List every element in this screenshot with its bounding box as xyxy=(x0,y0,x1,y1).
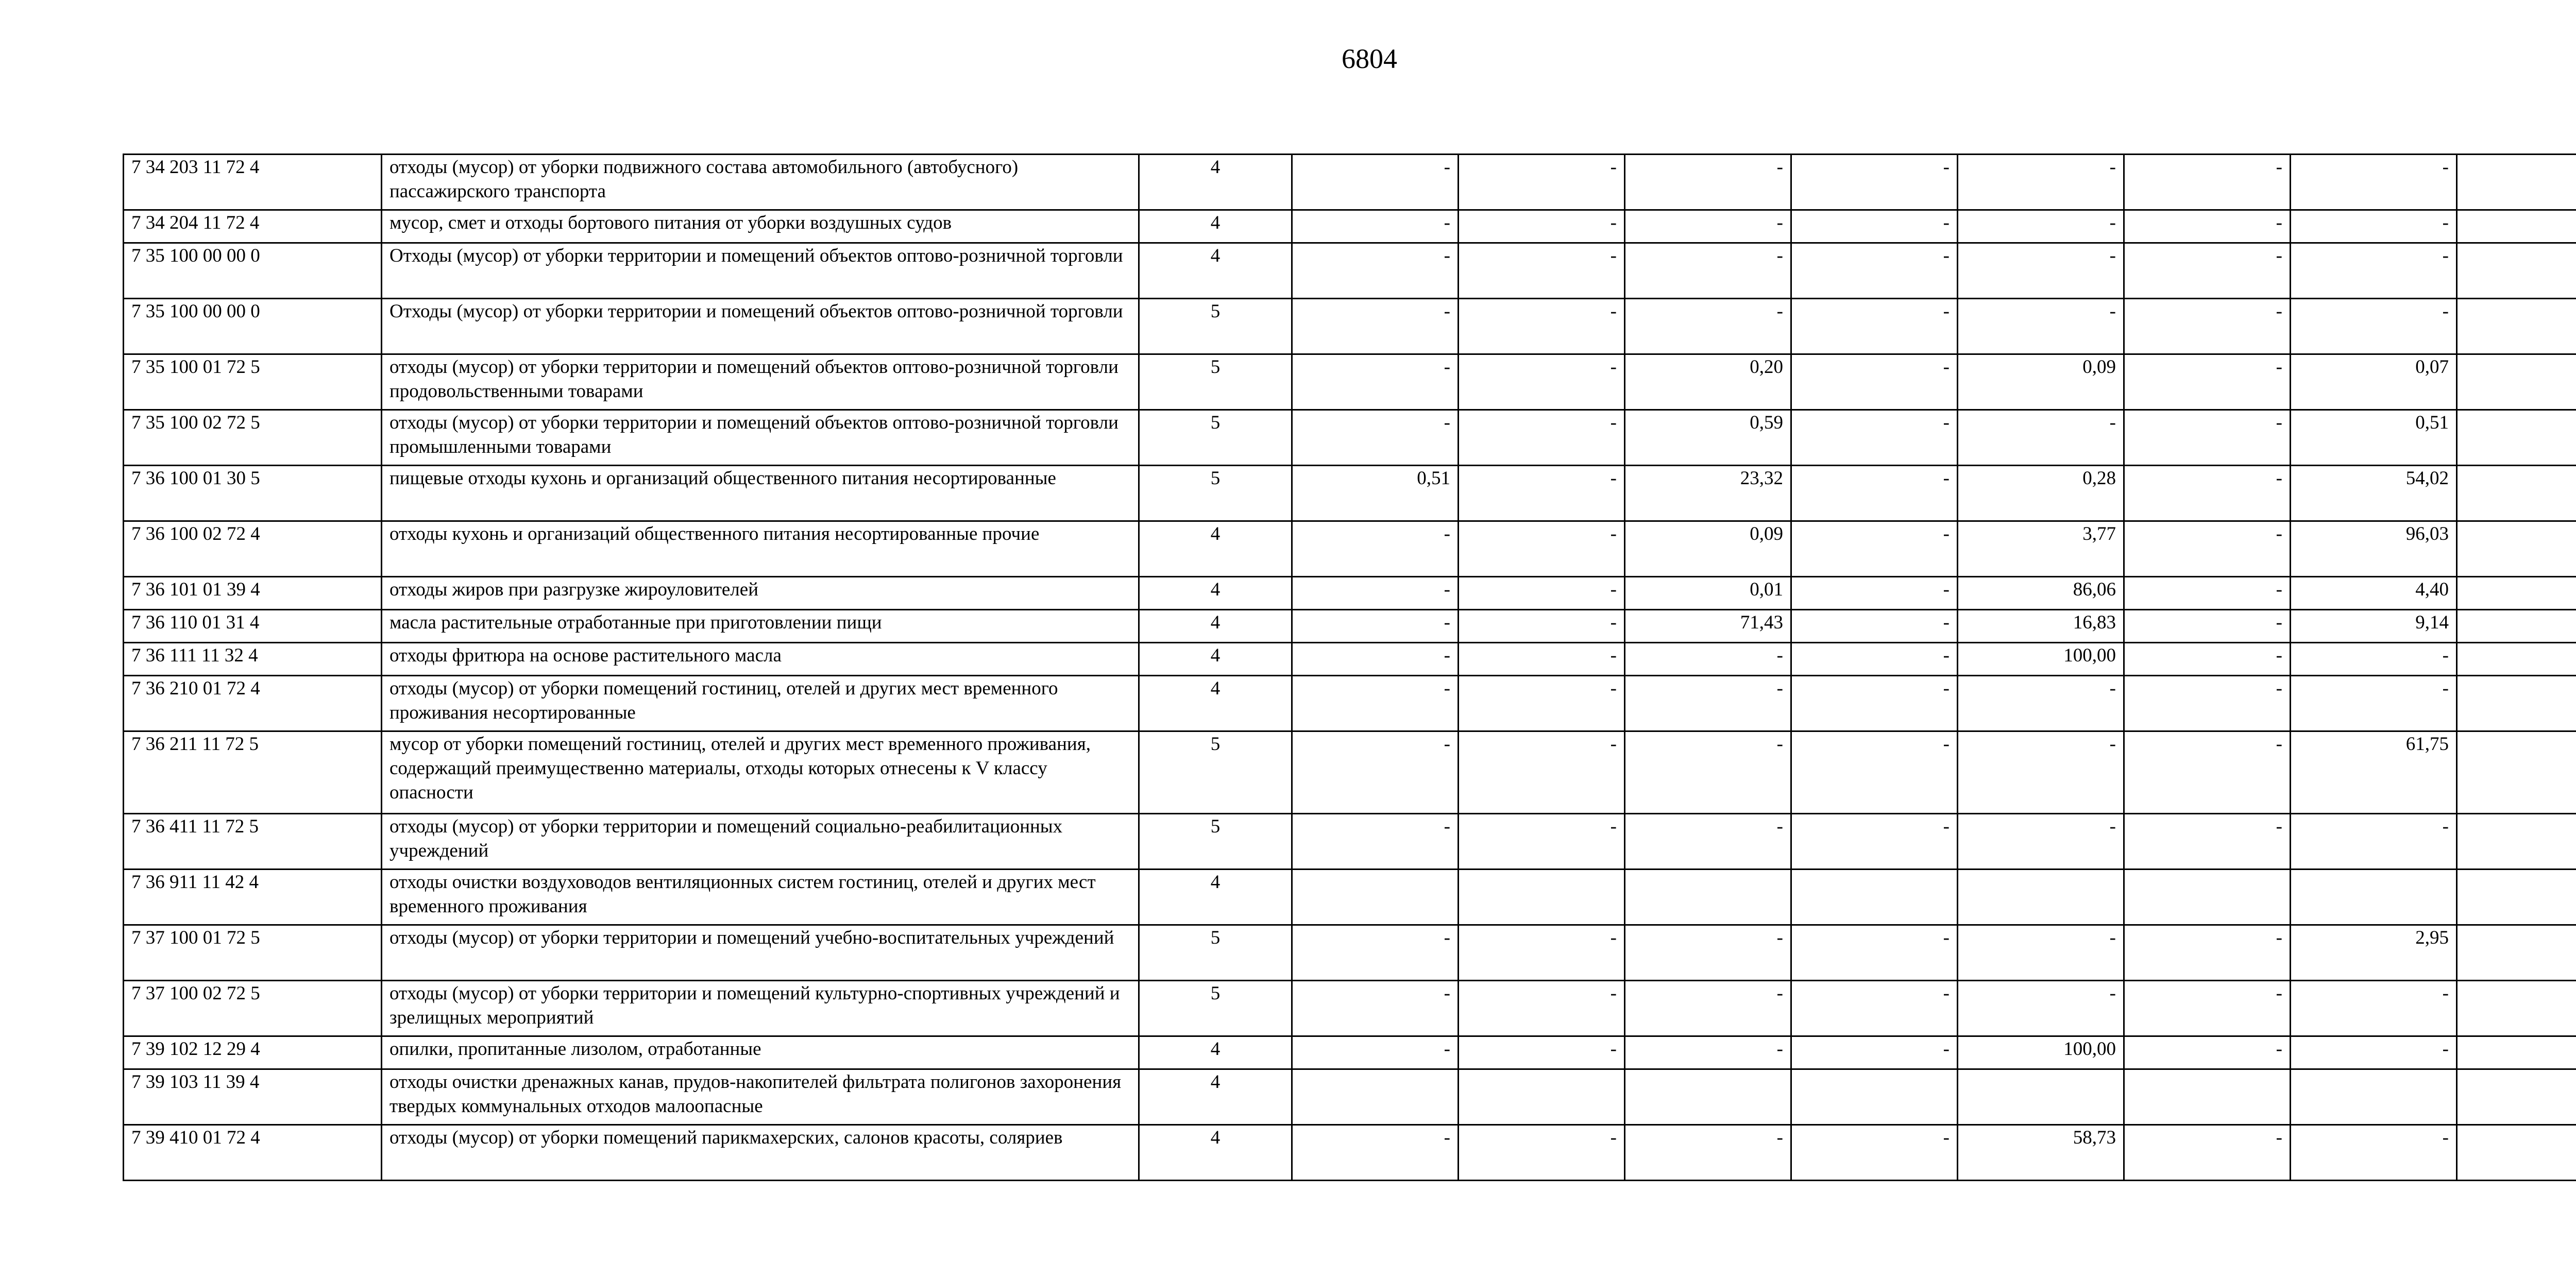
value-cell: - xyxy=(2291,210,2457,243)
value-cell: - xyxy=(1625,155,1791,210)
value-cell: - xyxy=(1791,610,1958,643)
hazard-class-cell: 4 xyxy=(1139,610,1292,643)
hazard-class-cell: 5 xyxy=(1139,410,1292,466)
value-cell: - xyxy=(1958,299,2124,354)
value-cell: 4,40 xyxy=(2291,577,2457,610)
waste-name-cell: отходы жиров при разгрузке жироуловителей xyxy=(382,577,1139,610)
value-cell: - xyxy=(2124,299,2291,354)
value-cell xyxy=(1791,870,1958,925)
value-cell: - xyxy=(2291,1125,2457,1181)
value-cell: - xyxy=(1459,731,1625,814)
waste-code-cell: 7 35 100 00 00 0 xyxy=(124,299,382,354)
value-cell xyxy=(2457,410,2576,466)
value-cell: - xyxy=(1791,466,1958,521)
table-row xyxy=(124,577,2576,610)
table-row xyxy=(124,299,2576,354)
value-cell: 0,51 xyxy=(2291,410,2457,466)
value-cell: - xyxy=(1292,814,1459,870)
hazard-class-cell: 4 xyxy=(1139,210,1292,243)
waste-code-cell: 7 39 410 01 72 4 xyxy=(124,1125,382,1181)
waste-name-cell: отходы (мусор) от уборки территории и помещений объектов оптово-розничной торговли продовольственными товарами xyxy=(382,354,1139,410)
value-cell: - xyxy=(1958,731,2124,814)
value-cell: - xyxy=(1791,643,1958,676)
value-cell: - xyxy=(1459,210,1625,243)
hazard-class-cell: 5 xyxy=(1139,925,1292,981)
value-cell: - xyxy=(1459,1036,1625,1069)
hazard-class-cell: 5 xyxy=(1139,354,1292,410)
value-cell: - xyxy=(1791,155,1958,210)
value-cell xyxy=(1459,1069,1625,1125)
value-cell: - xyxy=(1791,731,1958,814)
value-cell: 0,20 xyxy=(1625,354,1791,410)
value-cell: - xyxy=(1958,981,2124,1036)
value-cell: - xyxy=(1958,925,2124,981)
value-cell: - xyxy=(2291,643,2457,676)
waste-name-cell: Отходы (мусор) от уборки территории и помещений объектов оптово-розничной торговли xyxy=(382,243,1139,299)
waste-name-cell: отходы очистки дренажных канав, прудов-накопителей фильтрата полигонов захоронения твердых коммунальных отходов малоопасные xyxy=(382,1069,1139,1125)
waste-code-cell: 7 37 100 01 72 5 xyxy=(124,925,382,981)
waste-code-cell: 7 35 100 02 72 5 xyxy=(124,410,382,466)
value-cell xyxy=(1625,870,1791,925)
value-cell: - xyxy=(1958,410,2124,466)
waste-name-cell: пищевые отходы кухонь и организаций общественного питания несортированные xyxy=(382,466,1139,521)
value-cell: - xyxy=(1958,155,2124,210)
table-row xyxy=(124,243,2576,299)
hazard-class-cell: 4 xyxy=(1139,155,1292,210)
value-cell: - xyxy=(1459,1125,1625,1181)
waste-name-cell: отходы (мусор) от уборки территории и помещений учебно-воспитательных учреждений xyxy=(382,925,1139,981)
hazard-class-cell: 5 xyxy=(1139,731,1292,814)
value-cell: - xyxy=(1625,210,1791,243)
value-cell: - xyxy=(2124,521,2291,577)
waste-name-cell: отходы (мусор) от уборки территории и помещений социально-реабилитационных учреждений xyxy=(382,814,1139,870)
value-cell: - xyxy=(2291,1036,2457,1069)
waste-code-cell: 7 36 210 01 72 4 xyxy=(124,676,382,731)
value-cell: - xyxy=(1958,676,2124,731)
value-cell: - xyxy=(1292,155,1459,210)
value-cell: - xyxy=(1292,210,1459,243)
value-cell: 0,07 xyxy=(2291,354,2457,410)
value-cell xyxy=(2124,1069,2291,1125)
value-cell: - xyxy=(1625,981,1791,1036)
value-cell: - xyxy=(1625,731,1791,814)
value-cell: 100,00 xyxy=(1958,643,2124,676)
value-cell: - xyxy=(1459,299,1625,354)
waste-code-cell: 7 34 204 11 72 4 xyxy=(124,210,382,243)
value-cell: 58,73 xyxy=(1958,1125,2124,1181)
value-cell: 71,43 xyxy=(1625,610,1791,643)
value-cell xyxy=(1459,870,1625,925)
waste-code-cell: 7 39 103 11 39 4 xyxy=(124,1069,382,1125)
hazard-class-cell: 5 xyxy=(1139,981,1292,1036)
value-cell: - xyxy=(1625,243,1791,299)
waste-name-cell: мусор от уборки помещений гостиниц, отелей и других мест временного проживания, содержащий преимущественно материалы, отходы которых отнесены к V классу опасности xyxy=(382,731,1139,814)
hazard-class-cell: 5 xyxy=(1139,299,1292,354)
table-row xyxy=(124,521,2576,577)
value-cell: - xyxy=(1625,1125,1791,1181)
value-cell: - xyxy=(2124,243,2291,299)
value-cell: - xyxy=(2291,981,2457,1036)
table-row xyxy=(124,610,2576,643)
value-cell xyxy=(1292,870,1459,925)
value-cell: - xyxy=(2124,676,2291,731)
waste-code-cell: 7 34 203 11 72 4 xyxy=(124,155,382,210)
value-cell: - xyxy=(2124,814,2291,870)
value-cell xyxy=(1625,1069,1791,1125)
value-cell: - xyxy=(1791,521,1958,577)
value-cell: - xyxy=(1292,243,1459,299)
value-cell: - xyxy=(2124,643,2291,676)
hazard-class-cell: 4 xyxy=(1139,243,1292,299)
table-row xyxy=(124,155,2576,210)
value-cell xyxy=(1958,870,2124,925)
value-cell: - xyxy=(2124,610,2291,643)
value-cell: - xyxy=(1459,466,1625,521)
value-cell: - xyxy=(1459,410,1625,466)
table-row xyxy=(124,814,2576,870)
value-cell: - xyxy=(1791,299,1958,354)
value-cell: - xyxy=(1791,210,1958,243)
value-cell: 0,51 xyxy=(1292,466,1459,521)
waste-name-cell: отходы (мусор) от уборки подвижного состава автомобильного (автобусного) пассажирского транспорта xyxy=(382,155,1139,210)
value-cell: - xyxy=(1459,925,1625,981)
hazard-class-cell: 4 xyxy=(1139,1036,1292,1069)
waste-code-cell: 7 39 102 12 29 4 xyxy=(124,1036,382,1069)
waste-code-cell: 7 35 100 00 00 0 xyxy=(124,243,382,299)
value-cell: - xyxy=(1292,1036,1459,1069)
table-row xyxy=(124,870,2576,925)
table-row xyxy=(124,676,2576,731)
table-row xyxy=(124,410,2576,466)
table-row xyxy=(124,354,2576,410)
value-cell: - xyxy=(1791,981,1958,1036)
waste-code-cell: 7 36 100 02 72 4 xyxy=(124,521,382,577)
waste-table xyxy=(123,154,2576,1181)
value-cell: 2,95 xyxy=(2291,925,2457,981)
value-cell xyxy=(2457,155,2576,210)
value-cell: - xyxy=(1459,577,1625,610)
value-cell: 61,75 xyxy=(2291,731,2457,814)
value-cell: 0,09 xyxy=(1625,521,1791,577)
value-cell: - xyxy=(1292,410,1459,466)
value-cell: - xyxy=(1459,155,1625,210)
page-number: 6804 xyxy=(1342,43,1397,74)
value-cell: 0,28 xyxy=(1958,466,2124,521)
value-cell: - xyxy=(2124,1125,2291,1181)
hazard-class-cell: 4 xyxy=(1139,577,1292,610)
waste-code-cell: 7 35 100 01 72 5 xyxy=(124,354,382,410)
value-cell: 100,00 xyxy=(1958,1036,2124,1069)
value-cell: - xyxy=(2124,577,2291,610)
value-cell: - xyxy=(1791,925,1958,981)
value-cell: - xyxy=(2124,981,2291,1036)
value-cell: - xyxy=(1459,243,1625,299)
waste-code-cell: 7 37 100 02 72 5 xyxy=(124,981,382,1036)
table-row xyxy=(124,981,2576,1036)
value-cell: - xyxy=(1459,354,1625,410)
table-row xyxy=(124,925,2576,981)
value-cell: - xyxy=(1459,676,1625,731)
value-cell xyxy=(2457,1069,2576,1125)
waste-code-cell: 7 36 101 01 39 4 xyxy=(124,577,382,610)
value-cell xyxy=(2457,814,2576,870)
value-cell: - xyxy=(2124,155,2291,210)
value-cell: - xyxy=(1791,676,1958,731)
waste-name-cell: отходы (мусор) от уборки территории и помещений объектов оптово-розничной торговли промышленными товарами xyxy=(382,410,1139,466)
value-cell: 23,32 xyxy=(1625,466,1791,521)
value-cell: 54,02 xyxy=(2291,466,2457,521)
value-cell: - xyxy=(2124,1036,2291,1069)
value-cell: - xyxy=(2291,155,2457,210)
waste-name-cell: отходы (мусор) от уборки помещений парикмахерских, салонов красоты, соляриев xyxy=(382,1125,1139,1181)
waste-code-cell: 7 36 211 11 72 5 xyxy=(124,731,382,814)
value-cell: 16,83 xyxy=(1958,610,2124,643)
value-cell: - xyxy=(1459,814,1625,870)
waste-name-cell: отходы (мусор) от уборки территории и помещений культурно-спортивных учреждений и зрелищных мероприятий xyxy=(382,981,1139,1036)
value-cell: - xyxy=(1625,1036,1791,1069)
value-cell xyxy=(2457,466,2576,521)
value-cell xyxy=(2457,1125,2576,1181)
hazard-class-cell: 4 xyxy=(1139,1069,1292,1125)
value-cell: - xyxy=(1625,299,1791,354)
value-cell xyxy=(2291,870,2457,925)
value-cell: - xyxy=(1292,981,1459,1036)
value-cell: - xyxy=(2124,354,2291,410)
value-cell: 96,03 xyxy=(2291,521,2457,577)
table-row xyxy=(124,643,2576,676)
value-cell xyxy=(1958,1069,2124,1125)
hazard-class-cell: 4 xyxy=(1139,676,1292,731)
value-cell xyxy=(2457,299,2576,354)
value-cell: - xyxy=(1958,243,2124,299)
waste-name-cell: отходы кухонь и организаций общественного питания несортированные прочие xyxy=(382,521,1139,577)
value-cell: - xyxy=(1791,243,1958,299)
value-cell: 0,09 xyxy=(1958,354,2124,410)
table-row xyxy=(124,731,2576,814)
value-cell xyxy=(2291,1069,2457,1125)
table-row xyxy=(124,1125,2576,1181)
value-cell xyxy=(2457,731,2576,814)
value-cell xyxy=(1791,1069,1958,1125)
value-cell xyxy=(2457,243,2576,299)
value-cell: - xyxy=(1292,521,1459,577)
waste-code-cell: 7 36 111 11 32 4 xyxy=(124,643,382,676)
value-cell xyxy=(2457,210,2576,243)
value-cell: - xyxy=(1625,643,1791,676)
value-cell: - xyxy=(2291,676,2457,731)
value-cell: - xyxy=(2124,731,2291,814)
value-cell: - xyxy=(1625,814,1791,870)
value-cell: - xyxy=(1958,210,2124,243)
table-row xyxy=(124,466,2576,521)
value-cell: - xyxy=(2124,925,2291,981)
value-cell: - xyxy=(1292,354,1459,410)
waste-name-cell: масла растительные отработанные при приготовлении пищи xyxy=(382,610,1139,643)
value-cell: - xyxy=(1292,925,1459,981)
value-cell xyxy=(2457,1036,2576,1069)
hazard-class-cell: 5 xyxy=(1139,466,1292,521)
value-cell xyxy=(2124,870,2291,925)
value-cell: - xyxy=(2124,210,2291,243)
value-cell xyxy=(2457,676,2576,731)
value-cell: 9,14 xyxy=(2291,610,2457,643)
waste-code-cell: 7 36 911 11 42 4 xyxy=(124,870,382,925)
waste-code-cell: 7 36 110 01 31 4 xyxy=(124,610,382,643)
hazard-class-cell: 4 xyxy=(1139,870,1292,925)
value-cell xyxy=(2457,610,2576,643)
value-cell: - xyxy=(1292,299,1459,354)
value-cell: - xyxy=(2291,243,2457,299)
hazard-class-cell: 4 xyxy=(1139,521,1292,577)
waste-name-cell: отходы очистки воздуховодов вентиляционных систем гостиниц, отелей и других мест временного проживания xyxy=(382,870,1139,925)
value-cell: - xyxy=(2291,299,2457,354)
value-cell: - xyxy=(2291,814,2457,870)
value-cell: 0,01 xyxy=(1625,577,1791,610)
value-cell: - xyxy=(1791,1036,1958,1069)
value-cell: - xyxy=(1625,676,1791,731)
value-cell: - xyxy=(1459,981,1625,1036)
value-cell: - xyxy=(1459,521,1625,577)
value-cell xyxy=(2457,981,2576,1036)
value-cell xyxy=(2457,870,2576,925)
waste-name-cell: опилки, пропитанные лизолом, отработанные xyxy=(382,1036,1139,1069)
waste-code-cell: 7 36 100 01 30 5 xyxy=(124,466,382,521)
hazard-class-cell: 4 xyxy=(1139,643,1292,676)
value-cell: - xyxy=(1292,643,1459,676)
waste-name-cell: мусор, смет и отходы бортового питания от уборки воздушных судов xyxy=(382,210,1139,243)
value-cell: - xyxy=(1791,354,1958,410)
value-cell: 86,06 xyxy=(1958,577,2124,610)
value-cell xyxy=(2457,925,2576,981)
value-cell: - xyxy=(1292,1125,1459,1181)
value-cell xyxy=(2457,577,2576,610)
value-cell xyxy=(1292,1069,1459,1125)
hazard-class-cell: 5 xyxy=(1139,814,1292,870)
value-cell: - xyxy=(2124,466,2291,521)
hazard-class-cell: 4 xyxy=(1139,1125,1292,1181)
value-cell: - xyxy=(1791,410,1958,466)
value-cell: 0,59 xyxy=(1625,410,1791,466)
value-cell xyxy=(2457,643,2576,676)
value-cell: - xyxy=(1459,643,1625,676)
table-row xyxy=(124,1036,2576,1069)
value-cell: - xyxy=(1292,731,1459,814)
value-cell: - xyxy=(1958,814,2124,870)
value-cell: - xyxy=(1791,814,1958,870)
value-cell: - xyxy=(1791,1125,1958,1181)
value-cell: - xyxy=(1292,610,1459,643)
waste-name-cell: отходы (мусор) от уборки помещений гостиниц, отелей и других мест временного проживания несортированные xyxy=(382,676,1139,731)
value-cell: - xyxy=(1625,925,1791,981)
waste-code-cell: 7 36 411 11 72 5 xyxy=(124,814,382,870)
table-body xyxy=(124,155,2576,1181)
value-cell xyxy=(2457,354,2576,410)
value-cell: - xyxy=(2124,410,2291,466)
table-row xyxy=(124,1069,2576,1125)
table-row xyxy=(124,210,2576,243)
value-cell: 3,77 xyxy=(1958,521,2124,577)
value-cell: - xyxy=(1791,577,1958,610)
waste-name-cell: Отходы (мусор) от уборки территории и помещений объектов оптово-розничной торговли xyxy=(382,299,1139,354)
value-cell: - xyxy=(1459,610,1625,643)
value-cell xyxy=(2457,521,2576,577)
value-cell: - xyxy=(1292,577,1459,610)
value-cell: - xyxy=(1292,676,1459,731)
waste-name-cell: отходы фритюра на основе растительного масла xyxy=(382,643,1139,676)
